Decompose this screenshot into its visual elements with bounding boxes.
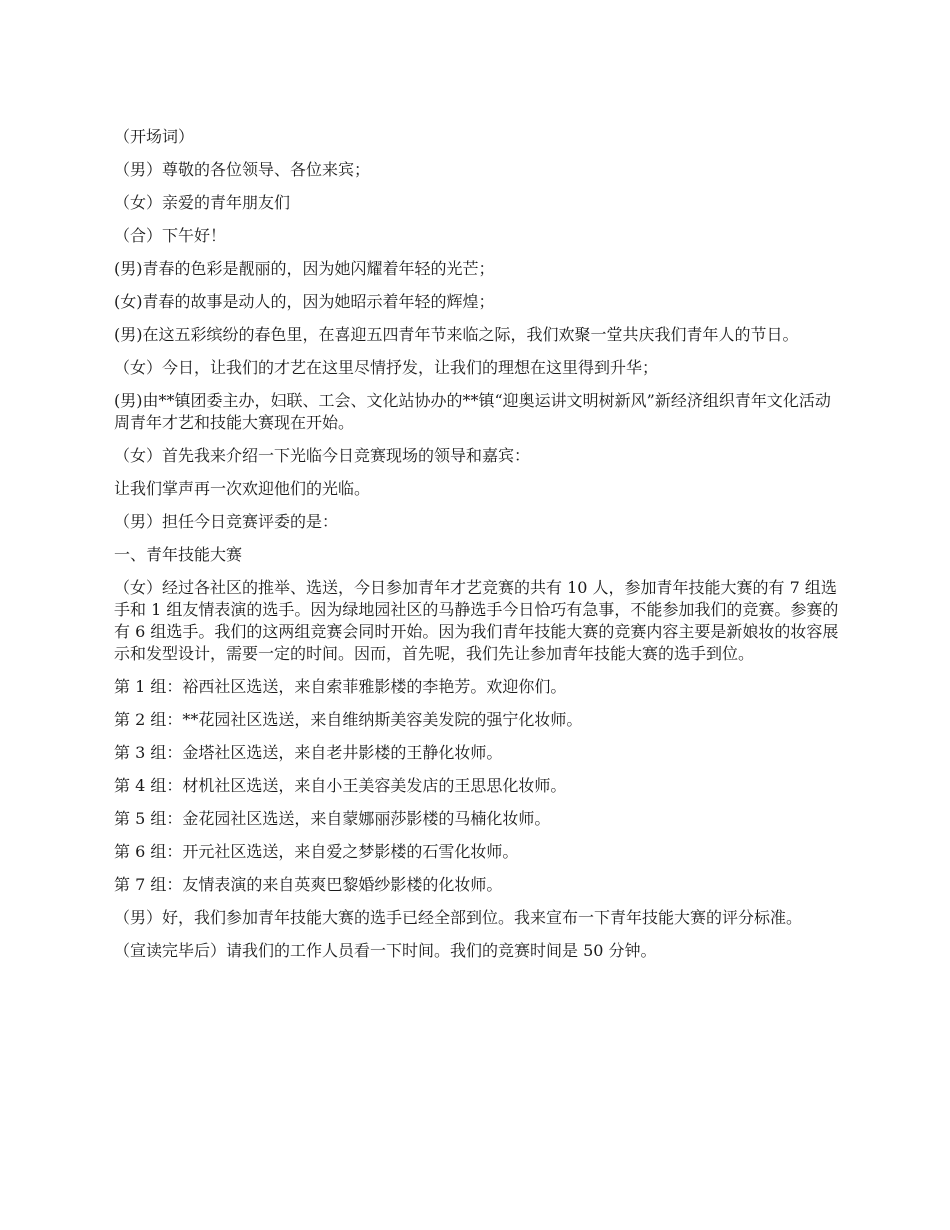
paragraph: （男）担任今日竞赛评委的是： — [114, 512, 339, 531]
paragraph: （女）今日，让我们的才艺在这里尽情抒发，让我们的理想在这里得到升华； — [114, 358, 659, 377]
paragraph: （合）下午好！ — [114, 226, 227, 245]
group-entry: 第 7 组：友情表演的来自英爽巴黎婚纱影楼的化妆师。 — [114, 875, 503, 894]
section-heading: 一、青年技能大赛 — [114, 545, 243, 564]
paragraph: (女)青春的故事是动人的，因为她昭示着年轻的辉煌； — [114, 292, 495, 311]
group-entry: 第 5 组：金花园社区选送，来自蒙娜丽莎影楼的马楠化妆师。 — [114, 809, 551, 828]
paragraph: (男)青春的色彩是靓丽的，因为她闪耀着年轻的光芒； — [114, 259, 495, 278]
paragraph: （女）亲爱的青年朋友们 — [114, 193, 291, 212]
group-entry: 第 6 组：开元社区选送，来自爱之梦影楼的石雪化妆师。 — [114, 842, 519, 861]
paragraph: (男)由**镇团委主办，妇联、工会、文化站协办的**镇“迎奥运讲文明树新风”新经济组织青年文化活动周青年才艺和技能大赛现在开始。 — [114, 391, 831, 432]
group-entry: 第 1 组：裕西社区选送，来自索菲雅影楼的李艳芳。欢迎你们。 — [114, 677, 567, 696]
paragraph: （女）首先我来介绍一下光临今日竞赛现场的领导和嘉宾： — [114, 446, 531, 465]
paragraph: （男）尊敬的各位领导、各位来宾； — [114, 160, 371, 179]
group-entry: 第 4 组：材机社区选送，来自小王美容美发店的王思思化妆师。 — [114, 776, 567, 795]
paragraph: 让我们掌声再一次欢迎他们的光临。 — [114, 479, 371, 498]
paragraph: (男)在这五彩缤纷的春色里，在喜迎五四青年节来临之际，我们欢聚一堂共庆我们青年人的节日。 — [114, 325, 799, 344]
paragraph-opening-label: （开场词） — [114, 127, 195, 146]
paragraph: （宣读完毕后）请我们的工作人员看一下时间。我们的竞赛时间是 50 分钟。 — [114, 941, 657, 960]
paragraph: （女）经过各社区的推举、选送，今日参加青年才艺竞赛的共有 10 人，参加青年技能大赛的有 7 组选手和 1 组友情表演的选手。因为绿地园社区的马静选手今日恰巧有急事，不能参加我们的竞赛。参赛的有 6 组选手。我们的这两组竞赛会同时开始。因为我们青年技能大赛的竞赛内容主要是新娘妆的妆容展示和发型设计，需要一定的时间。因而，首先呢，我们先让参加青年技能大赛的选手到位。 — [114, 578, 839, 663]
document-body — [114, 126, 839, 973]
group-entry: 第 2 组：**花园社区选送，来自维纳斯美容美发院的强宁化妆师。 — [114, 710, 583, 729]
paragraph: （男）好，我们参加青年技能大赛的选手已经全部到位。我来宣布一下青年技能大赛的评分标准。 — [114, 908, 803, 927]
group-entry: 第 3 组：金塔社区选送，来自老井影楼的王静化妆师。 — [114, 743, 503, 762]
